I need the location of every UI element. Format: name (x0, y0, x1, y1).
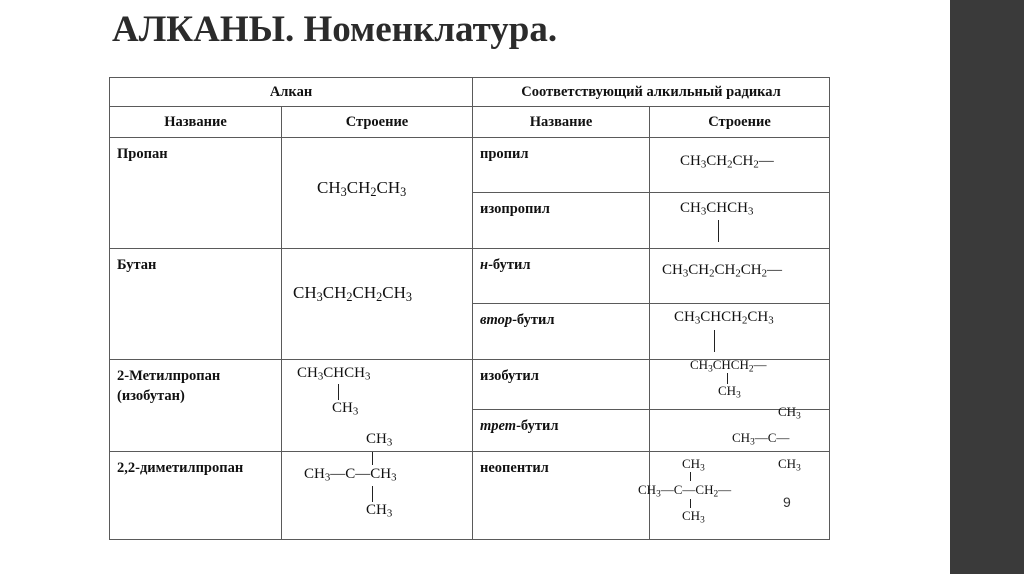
radical-name-isobutyl: изобутил (473, 360, 650, 410)
radical-structure-n-butyl: $CH_3CH_2CH_2CH_2—$ (650, 249, 830, 304)
radical-structure-propyl: $CH_3CH_2CH_2—$ (650, 138, 830, 193)
alkane-structure-propane: $CH_3CH_2CH_3$ (282, 138, 473, 249)
radical-name-neopentyl: неопентил (473, 452, 650, 540)
subheader-radical-structure: Строение (650, 107, 830, 138)
header-alkane: Алкан (110, 78, 473, 107)
radical-name-propyl: пропил (473, 138, 650, 193)
alkane-name-isobutane: 2-Метилпропан (изобутан) (110, 360, 282, 452)
subheader-alkane-name: Название (110, 107, 282, 138)
radical-structure-isobutyl: $CH_3CHCH_2—$ $CH_3$ (650, 360, 830, 410)
radical-name-tert-butyl: трет-бутил (473, 410, 650, 452)
radical-structure-isopropyl: $CH_3CHCH_3$ (650, 193, 830, 249)
slide-title: АЛКАНЫ. Номенклатура. (112, 9, 558, 50)
radical-name-isopropyl: изопропил (473, 193, 650, 249)
alkane-structure-isobutane: $CH_3CHCH_3$ $CH_3$ (282, 360, 473, 452)
radical-structure-neopentyl: $CH_3$ $CH_3—C—CH_2—$ $CH_3$ (650, 452, 830, 540)
alkane-structure-butane: $CH_3CH_2CH_2CH_3$ (282, 249, 473, 360)
subheader-radical-name: Название (473, 107, 650, 138)
page-number: 9 (783, 494, 791, 510)
alkane-name-butane: Бутан (110, 249, 282, 360)
radical-name-sec-butyl: втор-бутил (473, 304, 650, 360)
header-radical: Соответствующий алкильный радикал (473, 78, 830, 107)
alkane-name-neopentane: 2,2-диметилпропан (110, 452, 282, 540)
nomenclature-table (109, 77, 830, 540)
radical-name-n-butyl: н-бутил (473, 249, 650, 304)
radical-structure-sec-butyl: $CH_3CHCH_2CH_3$ (650, 304, 830, 360)
alkane-structure-neopentane: $CH_3$ $CH_3—C—CH_3$ $CH_3$ (282, 452, 473, 540)
sidebar-strip (950, 0, 1024, 574)
radical-structure-tert-butyl: $CH_3$ $CH_3—C—$ $CH_3$ (650, 410, 830, 452)
alkane-name-propane: Пропан (110, 138, 282, 249)
subheader-alkane-structure: Строение (282, 107, 473, 138)
